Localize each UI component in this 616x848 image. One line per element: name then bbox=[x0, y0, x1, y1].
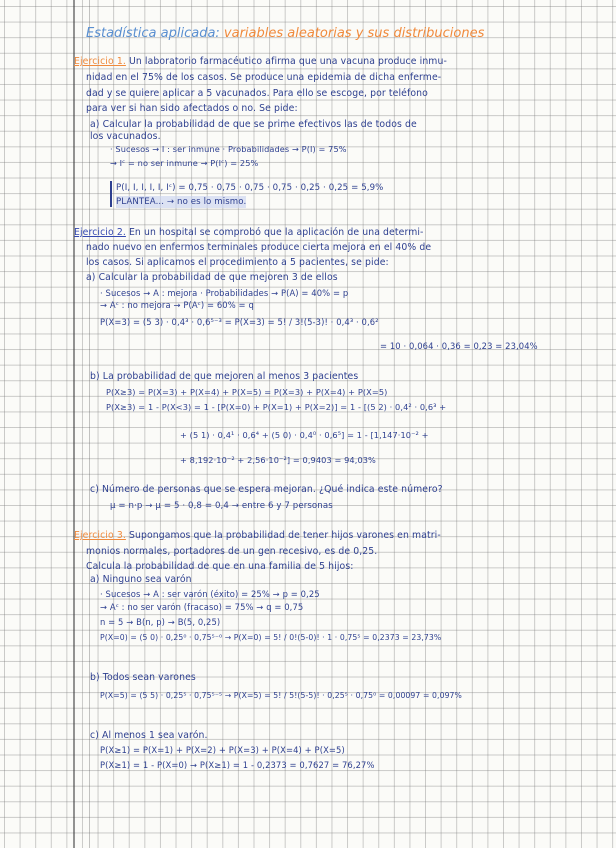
exercise-2-line-14: c) Número de personas que se espera mejoran. ¿Qué indica este número? bbox=[90, 484, 443, 495]
exercise-2-line-15: μ = n·p → μ = 5 · 0,8 = 0,4 → entre 6 y 7 personas bbox=[110, 501, 333, 511]
exercise-3-line-12: P(X≥1) = P(X=1) + P(X=2) + P(X=3) + P(X=4) + P(X=5) bbox=[100, 745, 345, 755]
exercise-1-line-9: P(I, I, I, I, I, Iᶜ) = 0,75 · 0,75 · 0,75 · 0,75 · 0,25 · 0,25 = 5,9% bbox=[116, 183, 384, 193]
exercise-3-line-4: a) Ninguno sea varón bbox=[90, 574, 192, 585]
exercise-3-line-7: n = 5 → B(n, p) → B(5, 0,25) bbox=[100, 617, 221, 627]
exercise-2-line-3: los casos. Si aplicamos el procedimiento a 5 pacientes, se pide: bbox=[86, 257, 389, 268]
title-part-2: variables aleatorias y sus distribuciones bbox=[219, 26, 485, 41]
exercise-3-heading: Ejercicio 3. bbox=[74, 530, 126, 541]
exercise-3-line-2: monios normales, portadores de un gen recesivo, es de 0,25. bbox=[86, 546, 378, 557]
exercise-2-heading: Ejercicio 2. bbox=[74, 227, 126, 238]
exercise-1-heading: Ejercicio 1. bbox=[74, 56, 126, 67]
exercise-1-text: Un laboratorio farmacéutico afirma que una vacuna produce inmu- bbox=[125, 56, 447, 67]
exercise-1-line-3: dad y se quiere aplicar a 5 vacunados. Para ello se escoge, por teléfono bbox=[86, 88, 428, 99]
exercise-3-line-9: b) Todos sean varones bbox=[90, 672, 196, 683]
exercise-1-line-2: nidad en el 75% de los casos. Se produce una epidemia de dicha enferme- bbox=[86, 72, 442, 83]
margin-line bbox=[73, 0, 75, 848]
exercise-3-line-6: → Aᶜ : no ser varón (fracaso) = 75% → q = 0,75 bbox=[100, 602, 304, 612]
title-part-1: Estadística aplicada: bbox=[86, 26, 220, 41]
page-title bbox=[86, 26, 484, 41]
exercise-1-line-1 bbox=[74, 56, 447, 68]
exercise-3-line-10: P(X=5) = (5 5) · 0,25⁵ · 0,75⁵⁻⁵ → P(X=5) = 5! / 5!(5-5)! · 0,25⁵ · 0,75⁰ = 0,00097 = 0,097% bbox=[100, 691, 462, 700]
exercise-2-line-4: a) Calcular la probabilidad de que mejoren 3 de ellos bbox=[86, 272, 338, 283]
exercise-1-line-4: para ver si han sido afectados o no. Se pide: bbox=[86, 103, 298, 114]
exercise-2-line-7: P(X=3) = (5 3) · 0,4³ · 0,6⁵⁻³ = P(X=3) = 5! / 3!(5-3)! · 0,4³ · 0,6² bbox=[100, 317, 379, 327]
exercise-3-line-8: P(X=0) = (5 0) · 0,25⁰ · 0,75⁵⁻⁰ → P(X=0) = 5! / 0!(5-0)! · 1 · 0,75⁵ = 0,2373 = 23,73% bbox=[100, 633, 442, 642]
exercise-2-line-9: b) La probabilidad de que mejoren al menos 3 pacientes bbox=[90, 371, 359, 382]
exercise-3-text: Supongamos que la probabilidad de tener hijos varones en matri- bbox=[125, 530, 441, 541]
exercise-2-text: En un hospital se comprobó que la aplicación de una determi- bbox=[125, 227, 424, 238]
exercise-3-line-5: · Sucesos → A : ser varón (éxito) = 25% → p = 0,25 bbox=[100, 589, 320, 599]
exercise-2-line-10: P(X≥3) = P(X=3) + P(X=4) + P(X=5) = P(X=3) + P(X=4) + P(X=5) bbox=[106, 387, 388, 397]
exercise-2-line-2: nado nuevo en enfermos terminales produce cierta mejora en el 40% de bbox=[86, 242, 432, 253]
exercise-3-line-11: c) Al menos 1 sea varón. bbox=[90, 730, 208, 741]
exercise-2-line-5: · Sucesos → A : mejora · Probabilidades → P(A) = 40% = p bbox=[100, 288, 349, 298]
result-bracket bbox=[110, 181, 112, 207]
exercise-1-line-8: → Iᶜ = no ser inmune → P(Iᶜ) = 25% bbox=[110, 158, 259, 168]
exercise-1-line-7: · Sucesos → I : ser inmune · Probabilidades → P(I) = 75% bbox=[110, 144, 347, 154]
exercise-2-line-1 bbox=[74, 227, 424, 239]
exercise-3-line-13: P(X≥1) = 1 - P(X=0) → P(X≥1) = 1 - 0,2373 = 0,7627 = 76,27% bbox=[100, 760, 375, 770]
exercise-2-line-6: → Aᶜ : no mejora → P(Aᶜ) = 60% = q bbox=[100, 300, 254, 310]
exercise-1-line-10: PLANTEA... → no es lo mismo. bbox=[116, 197, 247, 207]
exercise-3-line-3: Calcula la probabilidad de que en una familia de 5 hijos: bbox=[86, 561, 354, 572]
exercise-1-line-5: a) Calcular la probabilidad de que se prime efectivos las de todos de bbox=[90, 119, 417, 130]
exercise-2-line-12: + (5 1) · 0,4¹ · 0,6⁴ + (5 0) · 0,4⁰ · 0,6⁵] = 1 - [1,147·10⁻² + bbox=[180, 430, 429, 440]
exercise-2-line-8: = 10 · 0,064 · 0,36 = 0,23 = 23,04% bbox=[380, 341, 538, 351]
exercise-2-line-13: + 8,192·10⁻² + 2,56·10⁻²] = 0,9403 = 94,03% bbox=[180, 455, 376, 465]
exercise-2-line-11: P(X≥3) = 1 - P(X<3) = 1 - [P(X=0) + P(X=1) + P(X=2)] = 1 - [(5 2) · 0,4² · 0,6³ + bbox=[106, 402, 447, 412]
exercise-1-line-6: los vacunados. bbox=[90, 131, 161, 142]
exercise-3-line-1 bbox=[74, 530, 441, 542]
